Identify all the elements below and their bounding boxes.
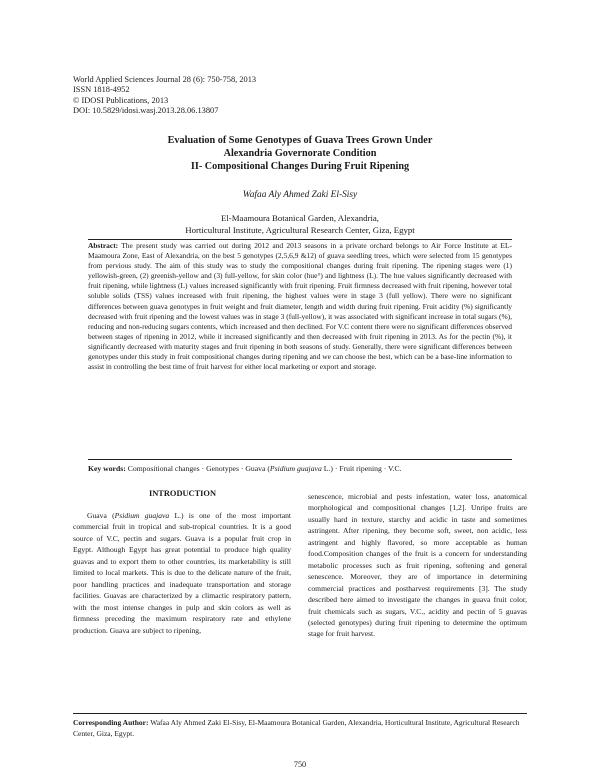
doi: DOI: 10.5829/idosi.wasj.2013.28.06.13807 bbox=[73, 105, 219, 115]
introduction-heading: INTRODUCTION bbox=[148, 489, 216, 498]
title-line-1: Evaluation of Some Genotypes of Guava Trees Grown Under bbox=[167, 135, 433, 146]
page-number: 750 bbox=[293, 760, 307, 769]
affiliation-line-1: El-Maamoura Botanical Garden, Alexandria, bbox=[220, 213, 380, 223]
keywords-species: Psidium guajava bbox=[269, 464, 322, 473]
intro-left-species: Psidium guajava bbox=[114, 511, 170, 520]
abstract-top-rule bbox=[88, 239, 512, 240]
abstract-text: The present study was carried out during 2012 and 2013 seasons in a private orchard belongs to Air Force Institute at EL-Maamoura Zone, East of Alexandria, on the best 5 genotypes (2,5,6,9 &12) of guava seedling trees, which were selected from 15 genotypes from pervious study. The aim of this study was to study the compositional changes during fruit ripening. The ripening stages were (1) yellowish-green, (2) greenish-yellow and (3) full-yellow, for skin color (hue°) and lightness (L). The hue values significantly decreased with fruit ripening, while lightness (L) values increased significantly with fruit ripening. Fruit firmness decreased with fruit ripening, however total soluble solids (TSS) values increased with fruit ripening, the highest values were in stage 3 (full yellow). There were no significant differences between guava genotypes in fruit weight and fruit diameter, length and width during fruit ripening. Fruit acidity (%) significantly decreased with fruit ripening and the lowest values was in stage 3 (full-yellow), it was associated with significant increase in total sugars (%), reducing and non-reducing sugars contents, which increased and then declined. For V.C content there were no significant differences observed between stages of ripening in 2012, while it increased significantly and then decreased with fruit ripening in 2013. As for the pectin (%), it significantly decreased with maturity stages and fruit ripening in both seasons of study. Generally, there were significant differences between genotypes under this study in fruit compositional changes during ripening and we can choose the best, which can be a base-line information to assist in controlling the best time of fruit harvest for either local marketing or export and storage. bbox=[88, 241, 512, 372]
introduction-left-column bbox=[73, 510, 291, 636]
author-name: Wafaa Aly Ahmed Zaki El-Sisy bbox=[242, 190, 358, 200]
journal-citation: World Applied Sciences Journal 28 (6): 750-758, 2013 bbox=[73, 75, 257, 84]
copyright: © IDOSI Publications, 2013 bbox=[73, 95, 169, 105]
corresponding-author bbox=[73, 717, 527, 739]
keywords-text-before: Compositional changes · Genotypes · Guava ( bbox=[127, 464, 270, 473]
affiliation-line-2: Horticultural Institute, Agricultural Research Center, Giza, Egypt bbox=[185, 225, 415, 235]
corresponding-text: Wafaa Aly Ahmed Zaki El-Sisy, El-Maamoura Botanical Garden, Alexandria, Horticultural Institute, Agricultural Research Center, Giza, Egypt. bbox=[73, 718, 520, 739]
intro-right-text: senescence, microbial and pests infestation, water loss, anatomical morphological and compositional changes [1,2]. Unripe fruits are usually hard in texture, starchy and acidic in taste and sometimes astringent. After ripening, they become soft, sweet, non acidic, less astringent and highly flavored, so more acceptable as human food.Composition changes of the fruit is a concern for understanding metabolic processes such as fruit ripening, softening and general senescence. Moreover, they are of importance in determining commercial practices and postharvest requirements [3]. The study described here aimed to investigate the changes in guava fruit color, fruit chemicals such as sugars, V.C., acidity and pectin of 5 guavas (selected genotypes) during fruit ripening to determine the optimum stage for fruit harvest. bbox=[308, 492, 527, 639]
title-line-2: Alexandria Governorate Condition bbox=[223, 148, 377, 159]
intro-left-rest: L.) is one of the most important commercial fruit in tropical and sub-tropical countries. It is a good source of V.C, pectin and sugars. Guava is a popular fruit crop in Egypt. Although Egypt has great potential to produce high quality guavas and to export them to other countries, its marketability is still limited to local markets. This is due to the delicate nature of the fruit, poor handling practices and inadequate transportation and storage facilities. Guavas are characterized by a climactic respiratory pattern, with the most intense changes in pulp and skin colors as well as firmness preceding the maximum respiratory rate and ethylene production. Guava are subject to ripening, bbox=[73, 511, 292, 635]
title-line-3: II- Compositional Changes During Fruit Ripening bbox=[190, 161, 410, 172]
journal-header bbox=[73, 75, 533, 116]
keywords-text-after: L.) · Fruit ripening · V.C. bbox=[321, 464, 402, 473]
keywords-label: Key words: bbox=[88, 464, 126, 473]
intro-left-start: Guava ( bbox=[87, 511, 115, 520]
footnote-rule bbox=[73, 713, 527, 714]
abstract-label: Abstract: bbox=[88, 241, 119, 250]
paper-title bbox=[60, 134, 540, 173]
introduction-right-column bbox=[308, 491, 527, 640]
keywords bbox=[88, 464, 512, 473]
abstract-bottom-rule bbox=[88, 459, 512, 460]
issn: ISSN 1818-4952 bbox=[73, 85, 130, 95]
corresponding-label: Corresponding Author: bbox=[73, 718, 149, 727]
abstract bbox=[88, 241, 512, 372]
affiliation bbox=[60, 212, 540, 236]
